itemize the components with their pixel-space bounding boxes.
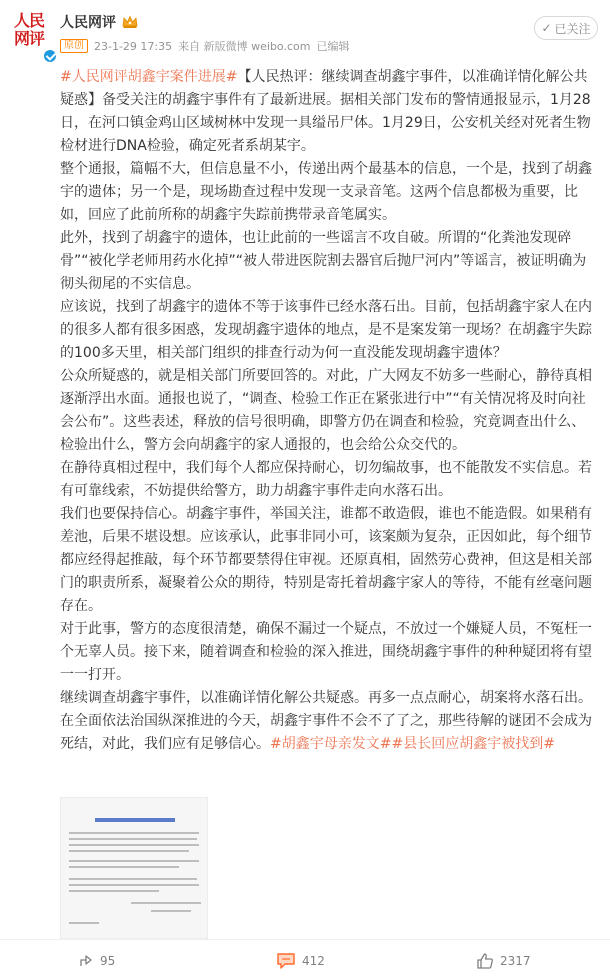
post-paragraph <box>60 687 598 756</box>
action-bar <box>0 939 610 980</box>
image-doc-line <box>69 844 199 846</box>
comment-icon <box>276 952 296 970</box>
image-doc-line <box>69 860 199 862</box>
post-content <box>60 66 598 756</box>
post-paragraph <box>60 503 598 618</box>
like-button[interactable] <box>476 940 531 980</box>
comment-count: 412 <box>302 953 325 968</box>
image-doc-line <box>151 910 191 912</box>
post-meta <box>60 38 349 54</box>
post-text: 整个通报，篇幅不大，但信息量不小，传递出两个最基本的信息，一个是，找到了胡鑫宇的遗体；另一个是，现场勘查过程中发现一支录音笔。这两个信息都极为重要，比如，回应了此前所称的胡鑫宇失踪前携带录音笔属实。 <box>60 161 592 223</box>
image-doc-line <box>69 866 179 868</box>
post-paragraph <box>60 158 598 227</box>
post-text: 对于此事，警方的态度很清楚，确保不漏过一个疑点，不放过一个嫌疑人员，不冤枉一个无辜人员。接下来，随着调查和检验的深入推进，围绕胡鑫宇事件的种种疑团将有望一一打开。 <box>60 621 592 683</box>
post-paragraph <box>60 66 598 158</box>
edited-label[interactable]: 已编辑 <box>316 40 350 53</box>
image-doc-line <box>69 850 189 852</box>
post-time[interactable]: 23-1-29 17:35 <box>94 39 173 53</box>
image-doc-line <box>69 884 199 886</box>
topic-link[interactable]: #县长回应胡鑫宇被找到# <box>391 736 555 752</box>
original-badge: 原创 <box>60 39 88 53</box>
post-text: 应该说，找到了胡鑫宇的遗体不等于该事件已经水落石出。目前，包括胡鑫宇家人在内的很多人都有很多困惑，发现胡鑫宇遗体的地点，是不是案发第一现场？在胡鑫宇失踪的100多天里，相关部门组织的排查行动为何一直没能发现胡鑫宇遗体？ <box>60 299 592 361</box>
image-doc-line <box>69 878 197 880</box>
image-doc-heading <box>95 818 175 822</box>
like-icon <box>476 952 494 970</box>
like-count: 2317 <box>500 953 531 968</box>
check-icon: ✓ <box>541 21 552 35</box>
share-button[interactable] <box>78 940 115 980</box>
avatar[interactable] <box>8 10 50 52</box>
image-doc-line <box>69 890 159 892</box>
post-paragraph <box>60 618 598 687</box>
post-paragraph <box>60 227 598 296</box>
crown-icon <box>122 15 138 29</box>
avatar-logo: 人民网评 <box>13 11 44 48</box>
author-row <box>60 12 138 32</box>
attached-image[interactable] <box>60 797 208 939</box>
post-source: 来自 新版微博 weibo.com <box>178 40 311 53</box>
follow-label: 已关注 <box>554 21 591 36</box>
post-paragraph <box>60 296 598 365</box>
post-paragraph <box>60 457 598 503</box>
post-paragraph <box>60 365 598 457</box>
post-text: 公众所疑惑的，就是相关部门所要回答的。对此，广大网友不妨多一些耐心，静待真相逐渐浮出水面。通报也说了，“调查、检验工作正在紧张进行中”“有关情况将及时向社会公布”。这些表述，释放的信号很明确，即警方仍在调查和检验，究竟调查出什么、检验出什么，警方会向胡鑫宇的家人通报的，也会给公众交代的。 <box>60 368 592 453</box>
post-text: 【人民热评：继续调查胡鑫宇事件，以准确详情化解公共疑惑】备受关注的胡鑫宇事件有了最新进展。据相关部门发布的警情通报显示，1月28日，在河口镇金鸡山区域树林中发现一具缢吊尸体。1月29日，公安机关经对死者生物检材进行DNA检验，确定死者系胡某宇。 <box>60 69 591 154</box>
post-text: 继续调查胡鑫宇事件，以准确详情化解公共疑惑。再多一点点耐心，胡案将水落石出。在全面依法治国纵深推进的今天，胡鑫宇事件不会不了了之，那些待解的谜团不会成为死结，对此，我们应有足够信心。 <box>60 690 592 752</box>
topic-link[interactable]: #人民网评胡鑫宇案件进展# <box>60 69 238 85</box>
topic-link[interactable]: #胡鑫宇母亲发文# <box>270 736 392 752</box>
image-doc-line <box>69 922 99 924</box>
post-header <box>0 0 610 66</box>
comment-button[interactable] <box>276 940 325 980</box>
post-text: 在静待真相过程中，我们每个人都应保持耐心，切勿编故事，也不能散发不实信息。若有可靠线索，不妨提供给警方，助力胡鑫宇事件走向水落石出。 <box>60 460 592 499</box>
share-icon <box>78 953 94 969</box>
verified-icon <box>42 48 58 64</box>
image-doc-line <box>69 838 197 840</box>
post-text: 此外，找到了胡鑫宇的遗体，也让此前的一些谣言不攻自破。所谓的“化粪池发现碎骨”“被化学老师用药水化掉”“被人带进医院割去器官后抛尸河内”等谣言，被证明确为彻头彻尾的不实信息。 <box>60 230 587 292</box>
share-count: 95 <box>100 953 116 968</box>
follow-button[interactable] <box>534 16 598 40</box>
author-name[interactable]: 人民网评 <box>60 15 116 31</box>
post-text: 我们也要保持信心。胡鑫宇事件，举国关注，谁都不敢造假，谁也不能造假。如果稍有差池，后果不堪设想。应该承认，此事非同小可，该案颇为复杂，正因如此，每个细节都应经得起推敲，每个环节都要禁得住审视。还原真相，固然劳心费神，但这是相关部门的职责所系，凝聚着公众的期待，特别是寄托着胡鑫宇家人的等待，不能有丝毫问题存在。 <box>60 506 592 614</box>
image-doc-line <box>69 832 199 834</box>
image-doc-line <box>131 902 201 904</box>
